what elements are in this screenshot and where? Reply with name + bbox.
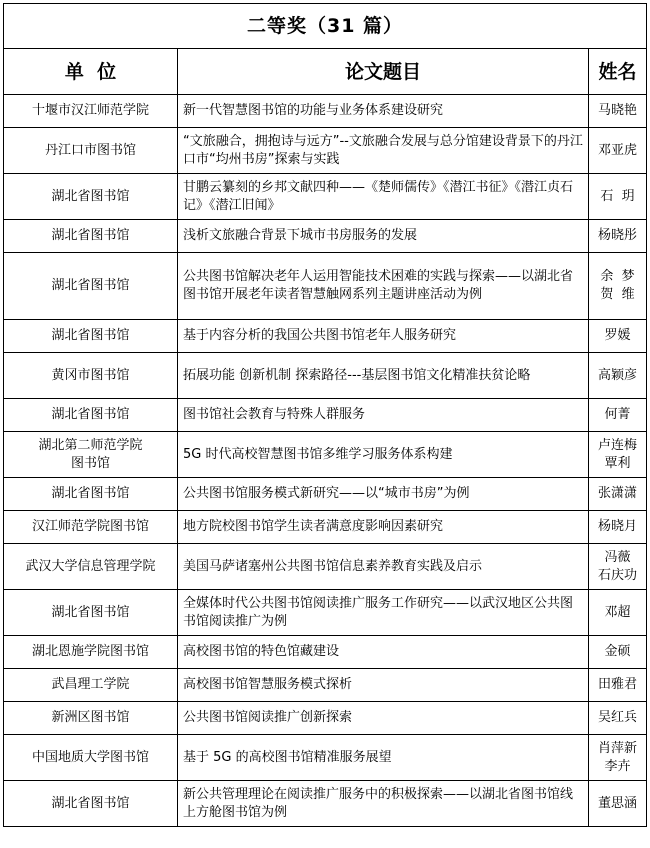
table-row [4,544,647,590]
author-name: 李卉 [604,758,631,774]
name-cell [589,432,647,478]
award-title: 二等奖（31 篇） [4,4,647,49]
unit-text: 湖北省图书馆 [51,407,130,422]
name-cell [589,702,647,735]
unit-text: 图书馆 [70,455,110,471]
topic-cell: 公共图书馆阅读推广创新探索 [178,702,589,735]
table-row [4,669,647,702]
table-row [4,636,647,669]
award-table [3,3,647,827]
table-row [4,128,647,174]
name-cell [589,669,647,702]
topic-cell: 5G 时代高校智慧图书馆多维学习服务体系构建 [178,432,589,478]
name-cell [589,511,647,544]
topic-cell: 基于 5G 的高校图书馆精准服务展望 [178,735,589,781]
topic-cell: 新一代智慧图书馆的功能与业务体系建设研究 [178,95,589,128]
unit-text: 湖北省图书馆 [51,795,130,811]
unit-cell [4,636,178,669]
author-name: 贺 维 [600,287,635,302]
name-cell [589,353,647,399]
author-name: 田雅君 [597,677,637,692]
topic-cell: 浅析文旅融合背景下城市书房服务的发展 [178,220,589,253]
author-name: 余 梦 [600,269,635,284]
unit-text: 黄冈市图书馆 [51,367,130,383]
table-row [4,735,647,781]
unit-cell [4,781,178,827]
unit-cell [4,511,178,544]
author-name: 董思涵 [597,795,637,811]
name-cell [589,95,647,128]
unit-cell [4,735,178,781]
table-row [4,702,647,735]
name-cell [589,174,647,220]
topic-cell: 新公共管理理论在阅读推广服务中的积极探索——以湖北省图书馆线上方舱图书馆为例 [178,781,589,827]
table-row [4,432,647,478]
author-name: 覃利 [604,455,631,471]
name-cell [589,478,647,511]
table-row [4,511,647,544]
unit-text: 湖北省图书馆 [51,228,130,243]
topic-cell: 美国马萨诸塞州公共图书馆信息素养教育实践及启示 [178,544,589,590]
unit-cell [4,95,178,128]
name-cell [589,399,647,432]
unit-text: 丹江口市图书馆 [44,142,136,158]
topic-cell: “文旅融合，拥抱诗与远方”--文旅融合发展与总分馆建设背景下的丹江口市“均州书房”探索与实践 [178,128,589,174]
author-name: 何菁 [604,407,631,422]
unit-text: 武汉大学信息管理学院 [25,558,156,574]
topic-cell: 地方院校图书馆学生读者满意度影响因素研究 [178,511,589,544]
unit-text: 汉江师范学院图书馆 [31,519,149,534]
author-name: 杨晓月 [597,519,637,534]
unit-text: 武昌理工学院 [51,677,130,692]
name-cell [589,636,647,669]
unit-text: 湖北省图书馆 [51,188,130,204]
unit-text: 湖北省图书馆 [51,486,130,501]
unit-text: 新洲区图书馆 [51,710,130,725]
unit-text: 湖北省图书馆 [51,328,130,343]
table-body [4,95,647,827]
topic-cell: 拓展功能 创新机制 探索路径---基层图书馆文化精准扶贫论略 [178,353,589,399]
name-cell [589,735,647,781]
author-name: 冯薇 [604,549,631,565]
author-name: 卢连梅 [597,437,637,453]
author-name: 金硕 [604,644,631,659]
table-row [4,253,647,320]
author-name: 吴红兵 [597,710,637,725]
table-row [4,781,647,827]
unit-text: 湖北省图书馆 [51,604,130,620]
unit-text: 十堰市汉江师范学院 [31,103,149,118]
author-name: 邓超 [604,604,631,620]
column-header-unit: 单 位 [4,49,178,95]
table-row [4,590,647,636]
header-row [4,49,647,95]
unit-cell [4,399,178,432]
author-name: 高颖彦 [597,367,637,383]
unit-cell [4,432,178,478]
author-name: 石 玥 [600,188,635,204]
unit-cell [4,220,178,253]
unit-text: 湖北省图书馆 [51,278,130,293]
author-name: 马晓艳 [597,103,637,118]
unit-cell [4,320,178,353]
topic-cell: 基于内容分析的我国公共图书馆老年人服务研究 [178,320,589,353]
unit-text: 中国地质大学图书馆 [31,749,149,765]
topic-cell: 高校图书馆的特色馆藏建设 [178,636,589,669]
name-cell [589,320,647,353]
author-name: 石庆功 [597,567,637,583]
author-name: 罗媛 [604,328,631,343]
table-row [4,478,647,511]
name-cell [589,544,647,590]
author-name: 肖萍新 [597,740,637,756]
unit-cell [4,253,178,320]
unit-cell [4,174,178,220]
topic-cell: 公共图书馆解决老年人运用智能技术困难的实践与探索——以湖北省图书馆开展老年读者智慧触网系列主题讲座活动为例 [178,253,589,320]
topic-cell: 全媒体时代公共图书馆阅读推广服务工作研究——以武汉地区公共图书馆阅读推广为例 [178,590,589,636]
unit-text: 湖北恩施学院图书馆 [31,644,149,659]
unit-cell [4,128,178,174]
table-row [4,174,647,220]
unit-text: 湖北第二师范学院 [38,437,143,453]
table-row [4,95,647,128]
table-row [4,353,647,399]
topic-cell: 图书馆社会教育与特殊人群服务 [178,399,589,432]
table-row [4,320,647,353]
unit-cell [4,544,178,590]
table-row [4,399,647,432]
name-cell [589,590,647,636]
column-header-topic: 论文题目 [178,49,589,95]
title-row [4,4,647,49]
column-header-name: 姓名 [589,49,647,95]
name-cell [589,253,647,320]
author-name: 张潇潇 [597,486,637,501]
topic-cell: 公共图书馆服务模式新研究——以“城市书房”为例 [178,478,589,511]
author-name: 邓亚虎 [597,142,637,158]
name-cell [589,781,647,827]
topic-cell: 甘鹏云纂刻的乡邦文献四种——《楚师儒传》《潜江书征》《潜江贞石记》《潜江旧闻》 [178,174,589,220]
unit-cell [4,702,178,735]
unit-cell [4,590,178,636]
name-cell [589,220,647,253]
topic-cell: 高校图书馆智慧服务模式探析 [178,669,589,702]
name-cell [589,128,647,174]
unit-cell [4,669,178,702]
unit-cell [4,353,178,399]
author-name: 杨晓彤 [597,228,637,243]
unit-cell [4,478,178,511]
table-row [4,220,647,253]
